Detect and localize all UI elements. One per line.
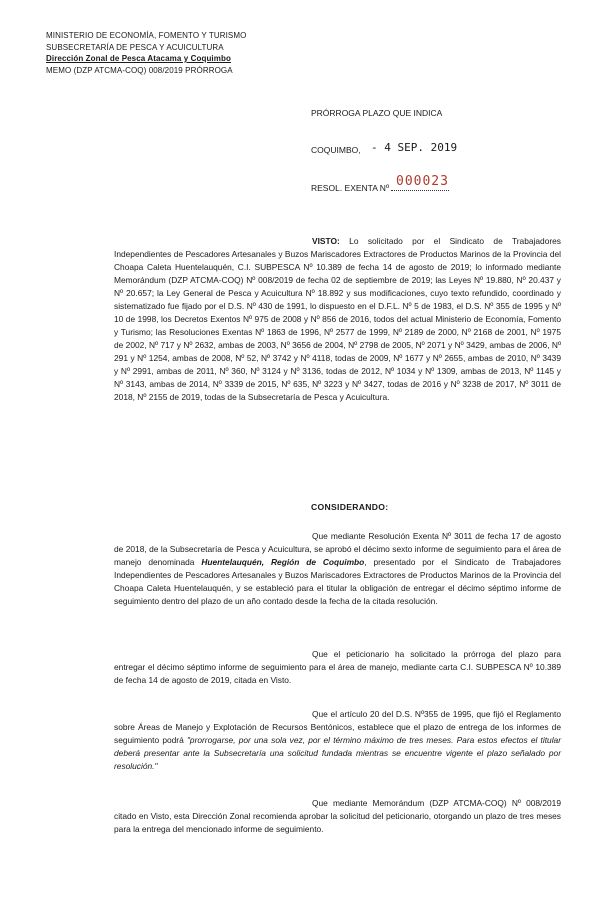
considerando-p1-text-b: , presentado por el Sindicato de Trabajadores Independientes de Pescadores Artesanales y Buzos Mariscadores Extractores de Productos Marinos de la Provincia del Choapa Caleta Huentelauquén, y se estableció para el titular la obligación de entregar el décimo séptimo informe de seguimiento dentro del plazo de un año contado desde la fecha de la citada resolución. [114,557,561,606]
resolution-number-stamp: 000023 [396,174,449,189]
considerando-p1-text-a: Que mediante Resolución Exenta Nº 3011 de fecha 17 de agosto de 2018, de la Subsecretaría de Pesca y Acuicultura, se aprobó el décimo sexto informe de seguimiento para el área de manejo denominada [114,531,561,567]
subject-line: PRÓRROGA PLAZO QUE INDICA [311,108,443,118]
considerando-p3-text-a: Que el artículo 20 del D.S. Nº355 de 1995, que fijó el Reglamento sobre Áreas de Manejo y Explotación de Recursos Bentónicos, establece que el plazo de entrega de los informes de seguimiento podrá [114,709,561,745]
considerando-paragraph-4 [114,797,561,836]
considerando-p1-area-name: Huentelauquén, Región de Coquimbo [201,557,365,567]
considerando-paragraph-3 [114,708,561,773]
place-label: COQUIMBO, [311,145,361,155]
ministry-name: MINISTERIO DE ECONOMÍA, FOMENTO Y TURISMO [46,31,247,40]
visto-label: VISTO: [312,236,340,246]
considerando-paragraph-1 [114,530,561,608]
date-stamp: - 4 SEP. 2019 [371,141,458,154]
zonal-direction-name: Dirección Zonal de Pesca Atacama y Coquimbo [46,54,231,63]
considerando-paragraph-2 [114,648,561,687]
considerando-p4-text: Que mediante Memorándum (DZP ATCMA-COQ) Nº 008/2019 citado en Visto, esta Dirección Zonal recomienda aprobar la solicitud del peticionario, otorgando un plazo de tres meses para la entrega del mencionado informe de seguimiento. [114,798,561,834]
considerando-p3-quote: "prorrogarse, por una sola vez, por el término máximo de tres meses. Para estos efectos el titular deberá presentar ante la Subsecretaría una solicitud fundada mientras se encuentre vigente el plazo señalado por resolución." [114,735,561,771]
memo-reference: MEMO (DZP ATCMA-COQ) 008/2019 PRÓRROGA [46,65,233,75]
visto-text: Lo solicitado por el Sindicato de Trabajadores Independientes de Pescadores Artesanales y Buzos Mariscadores Extractores de Productos Marinos de la Provincia del Choapa Caleta Huentelauquén, C.I. SUBPESCA Nº 10.389 de fecha 14 de agosto de 2019; lo informado mediante Memorándum (DZP ATCMA-COQ) Nº 008/2019 de fecha 02 de septiembre de 2019; las Leyes Nº 19.880, Nº 20.437 y Nº 20.657; la Ley General de Pesca y Acuicultura Nº 18.892 y sus modificaciones, cuyo texto refundido, coordinado y sistematizado fue fijado por el D.S. Nº 430 de 1991, lo dispuesto en el D.F.L. Nº 5 de 1983, el D.S. Nº 355 de 1995 y Nº 10 de 1998, los Decretos Exentos Nº 975 de 2008 y Nº 856 de 2016, todos del actual Ministerio de Economía, Fomento y Turismo; las Resoluciones Exentas Nº 1863 de 1996, Nº 2577 de 1999, Nº 2189 de 2000, Nº 2168 de 2001, Nº 1975 de 2002, Nº 717 y Nº 2632, ambas de 2003, Nº 3656 de 2004, Nº 2798 de 2005, Nº 2071 y Nº 3429, ambas de 2006, Nº 291 y Nº 1254, ambas de 2008, Nº 52, Nº 3742 y Nº 4118, todas de 2009, Nº 1677 y Nº 2655, ambas de 2010, Nº 3439 y Nº 2991, ambas de 2011, Nº 360, Nº 3124 y Nº 3136, todas de 2012, Nº 1034 y Nº 1309, ambas de 2013, Nº 1145 y Nº 3143, ambas de 2014, Nº 3339 de 2015, Nº 635, Nº 3223 y Nº 3427, todas de 2016 y Nº 3238 de 2017, Nº 3011 de 2018, Nº 2155 de 2019, todas de la Subsecretaría de Pesca y Acuicultura. [114,236,561,402]
subsecretary-name: SUBSECRETARÍA DE PESCA Y ACUICULTURA [46,42,224,52]
considerando-p2-text: Que el peticionario ha solicitado la prórroga del plazo para entregar el décimo séptimo informe de seguimiento para el área de manejo, mediante carta C.I. SUBPESCA Nº 10.389 de fecha 14 de agosto de 2019, citada en Visto. [114,649,561,685]
letterhead [46,30,246,76]
considerando-heading: CONSIDERANDO: [311,502,389,512]
visto-paragraph [114,235,561,404]
resolution-label-text: RESOL. EXENTA Nº [311,183,390,193]
